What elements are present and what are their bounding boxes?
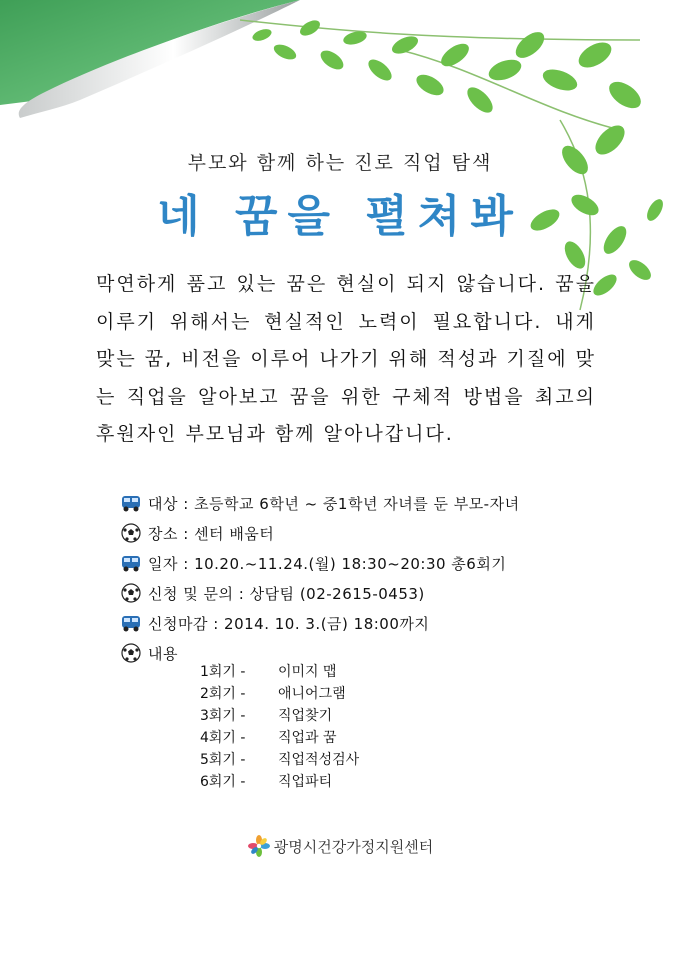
info-text: 대상 : 초등학교 6학년 ~ 중1학년 자녀를 둔 부모-자녀 xyxy=(148,494,520,513)
session-item xyxy=(200,726,359,748)
info-text: 내용 xyxy=(148,644,178,663)
session-topic: 애니어그램 xyxy=(278,686,346,702)
info-row-date xyxy=(120,548,640,578)
session-list xyxy=(200,660,359,792)
intro-paragraph: 막연하게 품고 있는 꿈은 현실이 되지 않습니다. 꿈을 이루기 위해서는 현실적인 노력이 필요합니다. 내게 맞는 꿈, 비전을 이루어 나가기 위해 적성과 기질에 맞는 직업을 알아보고 꿈을 위한 구체적 방법을 최고의 후원자인 부모님과 함께 알아나갑니다. xyxy=(96,273,596,445)
subtitle: 부모와 함께 하는 진로 직업 탐색 xyxy=(187,152,493,174)
info-row-contact xyxy=(120,578,640,608)
session-item xyxy=(200,660,359,682)
session-topic: 직업적성검사 xyxy=(278,752,360,768)
session-number: 3회기 - xyxy=(200,708,246,724)
info-row-deadline xyxy=(120,608,640,638)
soccer-ball-icon xyxy=(120,522,142,544)
session-number: 1회기 - xyxy=(200,664,246,680)
footer xyxy=(0,834,680,858)
info-row-location xyxy=(120,518,640,548)
session-topic: 직업파티 xyxy=(278,774,333,790)
session-number: 6회기 - xyxy=(200,774,246,790)
info-text: 장소 : 센터 배움터 xyxy=(148,524,275,543)
bus-icon xyxy=(120,492,142,514)
session-number: 4회기 - xyxy=(200,730,246,746)
info-row-target xyxy=(120,488,640,518)
info-row-contents xyxy=(120,638,640,668)
info-text: 신청마감 : 2014. 10. 3.(금) 18:00까지 xyxy=(148,614,430,633)
soccer-ball-icon xyxy=(120,642,142,664)
center-logo-icon xyxy=(247,834,271,858)
info-text: 일자 : 10.20.~11.24.(월) 18:30~20:30 총6회기 xyxy=(148,554,507,573)
session-topic: 직업찾기 xyxy=(278,708,333,724)
session-item xyxy=(200,748,359,770)
page-title: 네 꿈을 펼쳐봐 xyxy=(157,191,523,242)
session-item xyxy=(200,682,359,704)
session-item xyxy=(200,770,359,792)
session-topic: 직업과 꿈 xyxy=(278,730,337,746)
bus-icon xyxy=(120,552,142,574)
session-number: 2회기 - xyxy=(200,686,246,702)
soccer-ball-icon xyxy=(120,582,142,604)
organization-name: 광명시건강가정지원센터 xyxy=(273,837,434,856)
session-number: 5회기 - xyxy=(200,752,246,768)
bus-icon xyxy=(120,612,142,634)
session-topic: 이미지 맵 xyxy=(278,664,337,680)
session-item xyxy=(200,704,359,726)
info-list xyxy=(120,488,640,668)
info-text: 신청 및 문의 : 상담팀 (02-2615-0453) xyxy=(148,584,425,603)
